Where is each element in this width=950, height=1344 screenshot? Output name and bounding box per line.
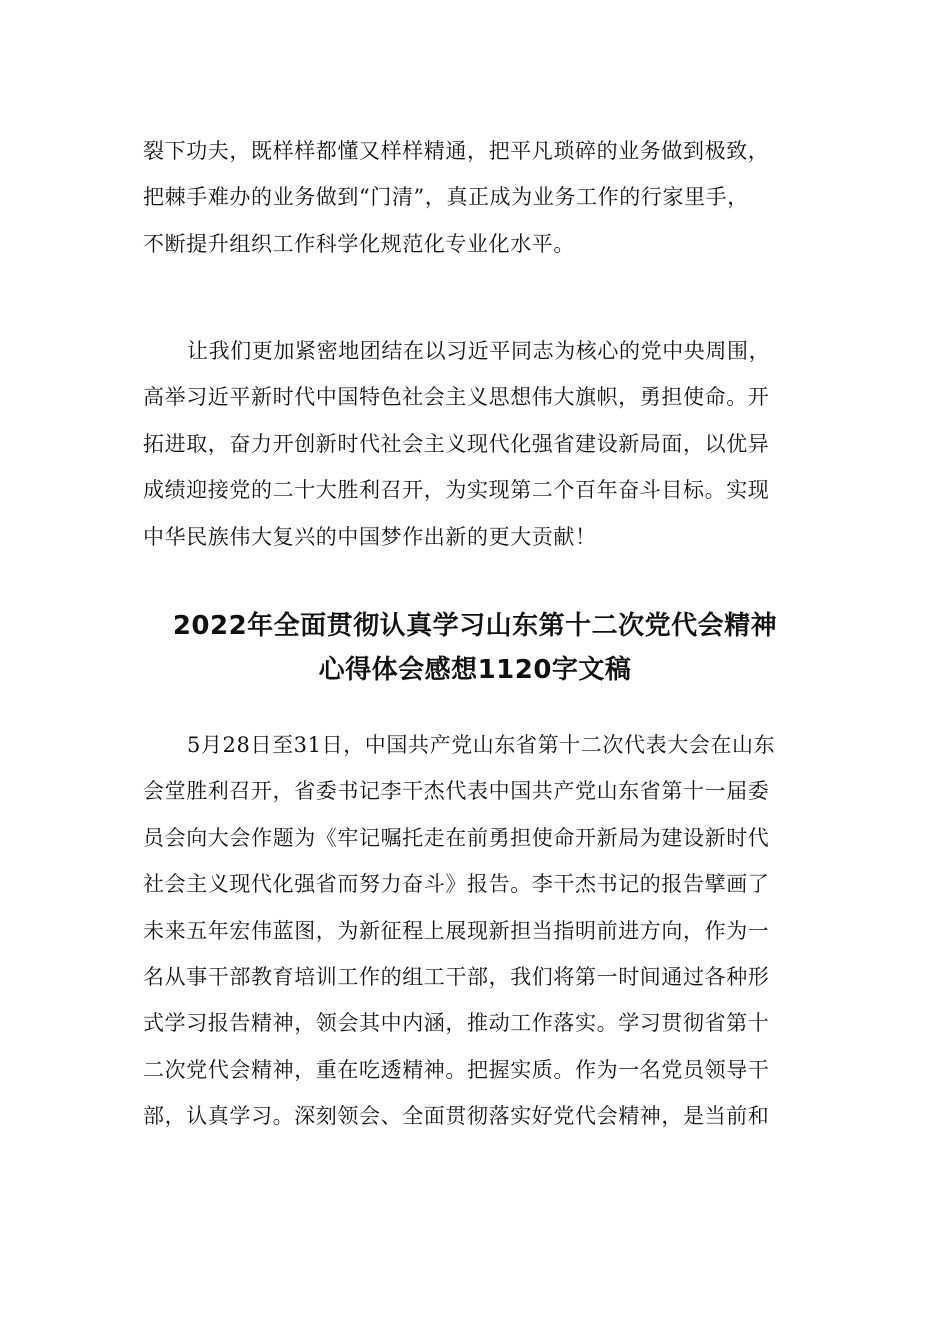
paragraph-line: 部，认真学习。深刻领会、全面贯彻落实好党代会精神，是当前和 — [143, 1104, 770, 1129]
paragraph-line: 高举习近平新时代中国特色社会主义思想伟大旗帜，勇担使命。开 — [143, 385, 770, 410]
paragraph-line: 社会主义现代化强省而努力奋斗》报告。李干杰书记的报告擘画了 — [143, 872, 770, 897]
paragraph-2 — [143, 328, 807, 560]
paragraph-line: 5月28日至31日，中国共产党山东省第十二次代表大会在山东 — [187, 733, 776, 757]
paragraph-1 — [143, 128, 807, 267]
paragraph-line: 未来五年宏伟蓝图，为新征程上展现新担当指明前进方向，作为一 — [143, 918, 770, 943]
paragraph-line: 中华民族伟大复兴的中国梦作出新的更大贡献！ — [143, 524, 597, 549]
paragraph-line: 让我们更加紧密地团结在以习近平同志为核心的党中央周围， — [187, 339, 771, 363]
paragraph-line: 成绩迎接党的二十大胜利召开，为实现第二个百年奋斗目标。实现 — [143, 478, 770, 503]
paragraph-line: 员会向大会作题为《牢记嘱托走在前勇担使命开新局为建设新时代 — [143, 825, 770, 850]
title-line-2: 心得体会感想1120字文稿 — [318, 655, 632, 685]
paragraph-line: 裂下功夫，既样样都懂又样样精通，把平凡琐碎的业务做到极致， — [143, 139, 770, 163]
paragraph-line: 式学习报告精神，领会其中内涵，推动工作落实。学习贯彻省第十 — [143, 1011, 770, 1036]
paragraph-line: 名从事干部教育培训工作的组工干部，我们将第一时间通过各种形 — [143, 965, 770, 990]
paragraph-line: 会堂胜利召开，省委书记李干杰代表中国共产党山东省第十一届委 — [143, 779, 770, 804]
title-line-1: 2022年全面贯彻认真学习山东第十二次党代会精神 — [172, 611, 778, 641]
paragraph-line: 拓进取，奋力开创新时代社会主义现代化强省建设新局面，以优异 — [143, 431, 770, 456]
paragraph-line: 二次党代会精神，重在吃透精神。把握实质。作为一名党员领导干 — [143, 1057, 770, 1082]
paragraph-line: 把棘手难办的业务做到“门清”，真正成为业务工作的行家里手， — [143, 185, 749, 210]
article-title — [0, 604, 950, 692]
paragraph-3 — [143, 722, 807, 1140]
paragraph-line: 不断提升组织工作科学化规范化专业化水平。 — [143, 231, 575, 256]
